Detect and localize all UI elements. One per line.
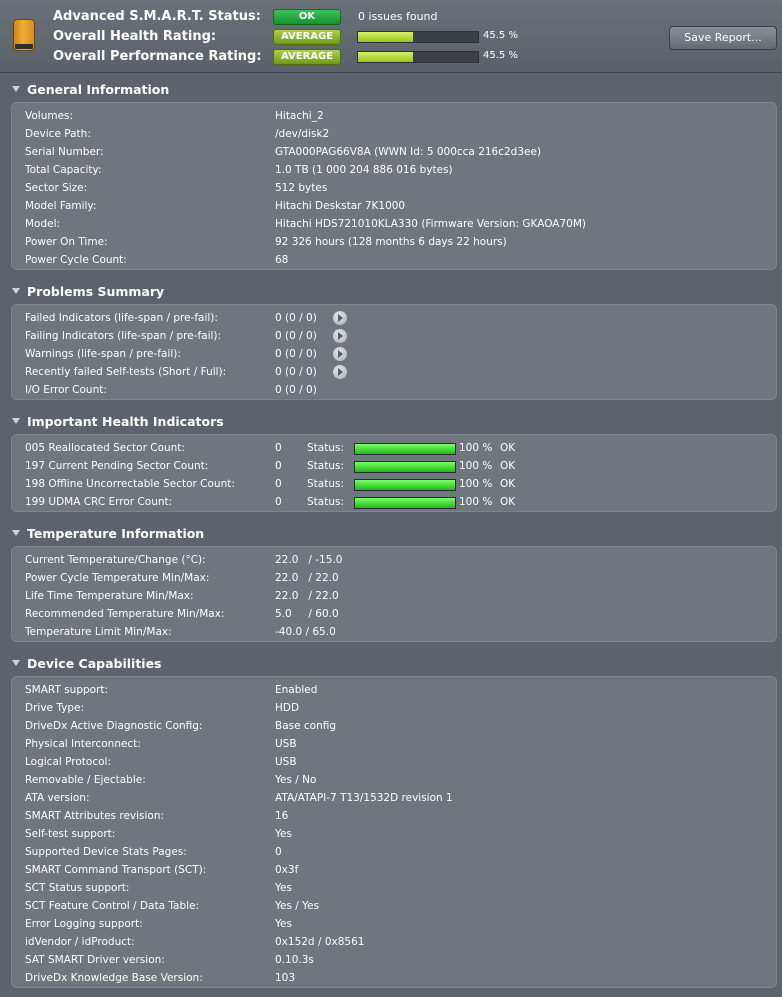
row-value: 0 bbox=[275, 460, 282, 472]
row-value: -40.0 / 65.0 bbox=[275, 626, 336, 638]
problem-row bbox=[12, 327, 776, 345]
row-value: Hitachi_2 bbox=[275, 110, 324, 122]
status-value: OK bbox=[500, 460, 516, 472]
row-value: 68 bbox=[275, 254, 289, 266]
info-row bbox=[12, 861, 776, 879]
section-title: Problems Summary bbox=[27, 284, 165, 299]
row-label: Logical Protocol: bbox=[25, 756, 111, 768]
section-title: Temperature Information bbox=[27, 526, 205, 541]
row-label: Current Temperature/Change (°C): bbox=[25, 554, 206, 566]
info-row bbox=[12, 843, 776, 861]
row-label: 005 Reallocated Sector Count: bbox=[25, 442, 185, 454]
row-label: Serial Number: bbox=[25, 146, 104, 158]
info-row bbox=[12, 107, 776, 125]
health-percent: 100 % bbox=[459, 460, 493, 472]
row-label: SMART Command Transport (SCT): bbox=[25, 864, 207, 876]
performance-rating-percent: 45.5 % bbox=[483, 50, 518, 61]
row-label: 198 Offline Uncorrectable Sector Count: bbox=[25, 478, 235, 490]
info-row bbox=[12, 807, 776, 825]
row-label: Failed Indicators (life-span / pre-fail): bbox=[25, 312, 218, 324]
info-row bbox=[12, 933, 776, 951]
row-value: Hitachi HDS721010KLA330 (Firmware Version: GKAOA70M) bbox=[275, 218, 586, 230]
temperature-section bbox=[0, 524, 782, 638]
row-value: Yes / Yes bbox=[275, 900, 320, 912]
row-value: 22.0 / 22.0 bbox=[275, 572, 339, 584]
save-report-button[interactable]: Save Report... bbox=[669, 26, 777, 50]
problems-summary-section bbox=[0, 282, 782, 396]
disclosure-triangle-icon[interactable] bbox=[12, 418, 20, 424]
indicator-row bbox=[12, 439, 776, 457]
disclosure-triangle-icon[interactable] bbox=[12, 660, 20, 666]
health-bar-fill bbox=[355, 480, 455, 490]
performance-rating-label: Overall Performance Rating: bbox=[53, 49, 262, 64]
row-value: 512 bytes bbox=[275, 182, 328, 194]
row-label: Power Cycle Temperature Min/Max: bbox=[25, 572, 210, 584]
row-label: Device Path: bbox=[25, 128, 91, 140]
indicator-row bbox=[12, 493, 776, 511]
details-arrow-icon[interactable] bbox=[333, 365, 347, 379]
info-row bbox=[12, 969, 776, 987]
row-value: Hitachi Deskstar 7K1000 bbox=[275, 200, 406, 212]
info-row bbox=[12, 789, 776, 807]
row-value: 0 (0 / 0) bbox=[275, 348, 317, 360]
health-bar-fill bbox=[355, 498, 455, 508]
row-value: Base config bbox=[275, 720, 337, 732]
row-value: HDD bbox=[275, 702, 300, 714]
details-arrow-icon[interactable] bbox=[333, 329, 347, 343]
row-label: 199 UDMA CRC Error Count: bbox=[25, 496, 173, 508]
row-label: Sector Size: bbox=[25, 182, 88, 194]
row-value: /dev/disk2 bbox=[275, 128, 330, 140]
row-label: Power Cycle Count: bbox=[25, 254, 127, 266]
device-capabilities-section bbox=[0, 654, 782, 984]
health-bar-fill bbox=[355, 444, 455, 454]
row-value: Yes / No bbox=[275, 774, 317, 786]
performance-rating-bar bbox=[357, 51, 479, 63]
row-value: 0 (0 / 0) bbox=[275, 312, 317, 324]
health-indicators-panel bbox=[11, 434, 777, 512]
row-label: Warnings (life-span / pre-fail): bbox=[25, 348, 181, 360]
row-value: Yes bbox=[275, 828, 292, 840]
disclosure-triangle-icon[interactable] bbox=[12, 530, 20, 536]
info-row bbox=[12, 587, 776, 605]
health-bar bbox=[354, 443, 456, 455]
row-label: idVendor / idProduct: bbox=[25, 936, 135, 948]
row-label: Life Time Temperature Min/Max: bbox=[25, 590, 194, 602]
row-value: 0 (0 / 0) bbox=[275, 330, 317, 342]
info-row bbox=[12, 215, 776, 233]
info-row bbox=[12, 681, 776, 699]
info-row bbox=[12, 951, 776, 969]
row-label: Drive Type: bbox=[25, 702, 84, 714]
general-information-header[interactable] bbox=[0, 80, 782, 100]
row-label: Physical Interconnect: bbox=[25, 738, 141, 750]
status-label: Status: bbox=[307, 442, 344, 454]
status-value: OK bbox=[500, 496, 516, 508]
status-label: Status: bbox=[307, 460, 344, 472]
smart-status-row bbox=[0, 7, 782, 27]
row-value: 5.0 / 60.0 bbox=[275, 608, 339, 620]
health-percent: 100 % bbox=[459, 496, 493, 508]
info-row bbox=[12, 125, 776, 143]
row-label: SCT Status support: bbox=[25, 882, 130, 894]
problem-row bbox=[12, 381, 776, 399]
info-row bbox=[12, 143, 776, 161]
info-row bbox=[12, 551, 776, 569]
info-row bbox=[12, 771, 776, 789]
row-value: 0x3f bbox=[275, 864, 299, 876]
row-label: SMART support: bbox=[25, 684, 109, 696]
problem-row bbox=[12, 309, 776, 327]
row-value: 103 bbox=[275, 972, 296, 984]
row-value: 92 326 hours (128 months 6 days 22 hours) bbox=[275, 236, 507, 248]
health-percent: 100 % bbox=[459, 478, 493, 490]
section-title: Device Capabilities bbox=[27, 656, 162, 671]
row-label: Temperature Limit Min/Max: bbox=[25, 626, 172, 638]
row-value: 1.0 TB (1 000 204 886 016 bytes) bbox=[275, 164, 453, 176]
row-label: SAT SMART Driver version: bbox=[25, 954, 165, 966]
health-rating-badge: AVERAGE bbox=[273, 29, 341, 45]
info-row bbox=[12, 717, 776, 735]
info-row bbox=[12, 251, 776, 269]
info-row bbox=[12, 735, 776, 753]
disclosure-triangle-icon[interactable] bbox=[12, 288, 20, 294]
row-label: ATA version: bbox=[25, 792, 90, 804]
row-label: 197 Current Pending Sector Count: bbox=[25, 460, 209, 472]
row-label: Total Capacity: bbox=[25, 164, 102, 176]
general-information-section bbox=[0, 80, 782, 266]
indicator-row bbox=[12, 457, 776, 475]
row-value: 0 bbox=[275, 478, 282, 490]
row-label: Recently failed Self-tests (Short / Full): bbox=[25, 366, 227, 378]
info-row bbox=[12, 569, 776, 587]
row-label: I/O Error Count: bbox=[25, 384, 107, 396]
details-arrow-icon[interactable] bbox=[333, 311, 347, 325]
row-value: 16 bbox=[275, 810, 289, 822]
row-label: Recommended Temperature Min/Max: bbox=[25, 608, 225, 620]
info-row bbox=[12, 623, 776, 641]
general-information-panel bbox=[11, 102, 777, 270]
row-label: Model: bbox=[25, 218, 61, 230]
problems-summary-header[interactable] bbox=[0, 282, 782, 302]
smart-status-label: Advanced S.M.A.R.T. Status: bbox=[53, 9, 261, 24]
problem-row bbox=[12, 363, 776, 381]
row-label: Removable / Ejectable: bbox=[25, 774, 146, 786]
device-capabilities-panel bbox=[11, 676, 777, 988]
issues-found-text: 0 issues found bbox=[358, 10, 438, 23]
health-rating-bar bbox=[357, 31, 479, 43]
row-value: ATA/ATAPI-7 T13/1532D revision 1 bbox=[275, 792, 453, 804]
health-indicators-header[interactable] bbox=[0, 412, 782, 432]
health-bar-fill bbox=[355, 462, 455, 472]
row-value: Enabled bbox=[275, 684, 318, 696]
performance-rating-badge: AVERAGE bbox=[273, 49, 341, 65]
row-label: SMART Attributes revision: bbox=[25, 810, 165, 822]
status-value: OK bbox=[500, 478, 516, 490]
row-value: USB bbox=[275, 738, 297, 750]
problems-summary-panel bbox=[11, 304, 777, 400]
info-row bbox=[12, 233, 776, 251]
info-row bbox=[12, 897, 776, 915]
section-title: Important Health Indicators bbox=[27, 414, 224, 429]
row-label: DriveDx Knowledge Base Version: bbox=[25, 972, 203, 984]
row-value: Yes bbox=[275, 882, 292, 894]
problem-row bbox=[12, 345, 776, 363]
health-rating-label: Overall Health Rating: bbox=[53, 29, 217, 44]
row-value: 0 (0 / 0) bbox=[275, 384, 317, 396]
row-label: SCT Feature Control / Data Table: bbox=[25, 900, 200, 912]
disclosure-triangle-icon[interactable] bbox=[12, 86, 20, 92]
health-bar bbox=[354, 497, 456, 509]
row-value: 22.0 / 22.0 bbox=[275, 590, 339, 602]
indicator-row bbox=[12, 475, 776, 493]
info-row bbox=[12, 197, 776, 215]
section-title: General Information bbox=[27, 82, 170, 97]
info-row bbox=[12, 699, 776, 717]
device-capabilities-header[interactable] bbox=[0, 654, 782, 674]
row-label: DriveDx Active Diagnostic Config: bbox=[25, 720, 203, 732]
smart-status-badge: OK bbox=[273, 9, 341, 25]
row-label: Error Logging support: bbox=[25, 918, 143, 930]
health-indicators-section bbox=[0, 412, 782, 508]
health-rating-bar-fill bbox=[358, 32, 413, 42]
row-value: 0.10.3s bbox=[275, 954, 314, 966]
row-value: 0 bbox=[275, 442, 282, 454]
info-row bbox=[12, 605, 776, 623]
row-label: Power On Time: bbox=[25, 236, 108, 248]
row-label: Self-test support: bbox=[25, 828, 116, 840]
info-row bbox=[12, 753, 776, 771]
performance-rating-bar-fill bbox=[358, 52, 413, 62]
row-value: 0 (0 / 0) bbox=[275, 366, 317, 378]
row-label: Volumes: bbox=[25, 110, 74, 122]
status-value: OK bbox=[500, 442, 516, 454]
health-bar bbox=[354, 461, 456, 473]
temperature-panel bbox=[11, 546, 777, 642]
row-value: 0 bbox=[275, 846, 282, 858]
temperature-header[interactable] bbox=[0, 524, 782, 544]
row-value: 22.0 / -15.0 bbox=[275, 554, 343, 566]
row-label: Supported Device Stats Pages: bbox=[25, 846, 187, 858]
status-label: Status: bbox=[307, 496, 344, 508]
row-label: Model Family: bbox=[25, 200, 97, 212]
row-value: 0 bbox=[275, 496, 282, 508]
info-row bbox=[12, 825, 776, 843]
row-value: GTA000PAG66V8A (WWN Id: 5 000cca 216c2d3ee) bbox=[275, 146, 542, 158]
health-percent: 100 % bbox=[459, 442, 493, 454]
health-bar bbox=[354, 479, 456, 491]
performance-rating-row bbox=[0, 47, 782, 67]
row-label: Failing Indicators (life-span / pre-fail): bbox=[25, 330, 222, 342]
status-header bbox=[0, 0, 782, 73]
row-value: Yes bbox=[275, 918, 292, 930]
status-label: Status: bbox=[307, 478, 344, 490]
details-arrow-icon[interactable] bbox=[333, 347, 347, 361]
row-value: USB bbox=[275, 756, 297, 768]
health-rating-row bbox=[0, 27, 782, 47]
info-row bbox=[12, 161, 776, 179]
info-row bbox=[12, 879, 776, 897]
info-row bbox=[12, 915, 776, 933]
info-row bbox=[12, 179, 776, 197]
row-value: 0x152d / 0x8561 bbox=[275, 936, 365, 948]
health-rating-percent: 45.5 % bbox=[483, 30, 518, 41]
